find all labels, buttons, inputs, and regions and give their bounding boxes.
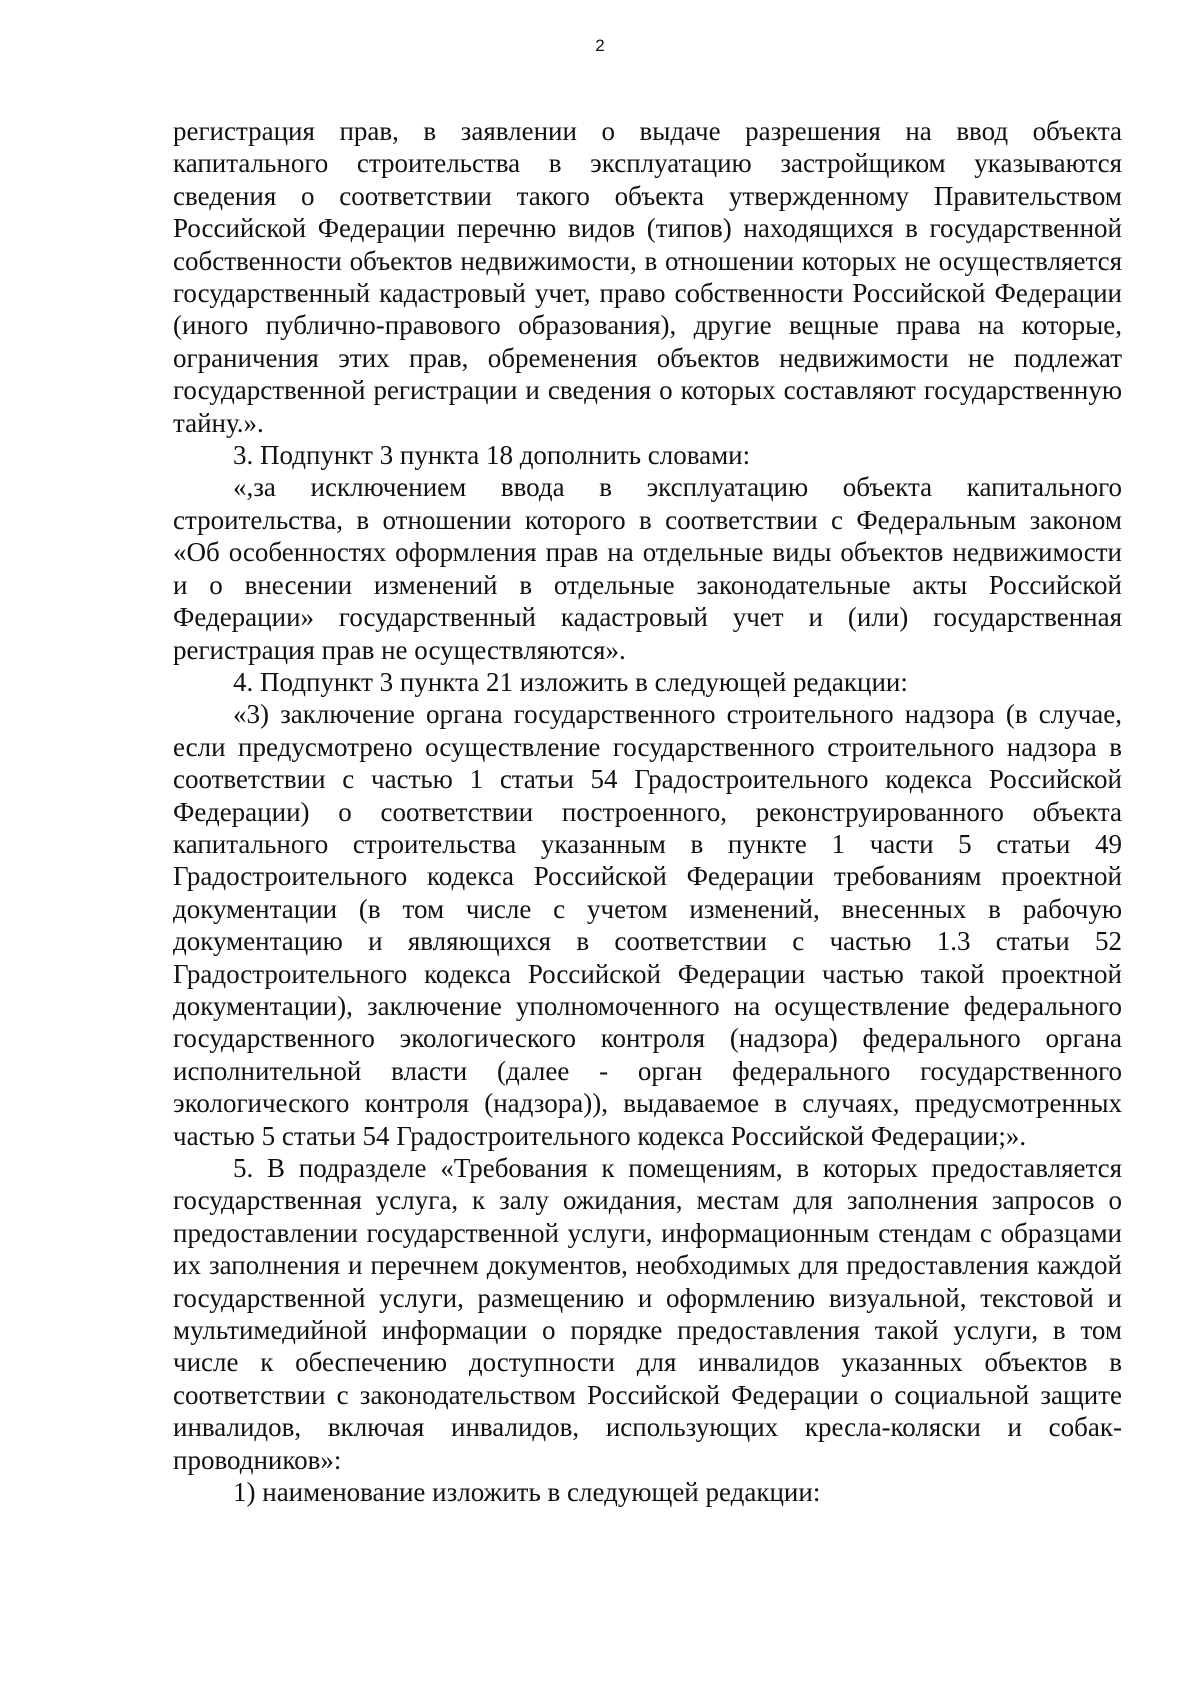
paragraph-item-3-text: «,за исключением ввода в эксплуатацию объекта капитального строительства, в отношении которого в соответствии с Федеральным законом «Об особенностях оформления прав на отдельные виды объектов недвижимости и о внесении изменений в отдельные законодательные акты Российской Федерации» государственный кадастровый учет и (или) государственная регистрация прав не осуществляются». [173,472,1122,665]
paragraph-item-3: 3. Подпункт 3 пункта 18 дополнить словами: [233,440,751,471]
paragraph-registration-continuation: регистрация прав, в заявлении о выдаче разрешения на ввод объекта капитального строительства в эксплуатацию застройщиком указываются сведения о соответствии такого объекта утвержденному Правительством Российской Федерации перечню видов (типов) находящихся в государственной собственности объектов недвижимости, в отношении которых не осуществляется государственный кадастровый учет, право собственности Российской Федерации (иного публично-правового образования), другие вещные права на которые, ограничения этих прав, обременения объектов недвижимости не подлежат государственной регистрации и сведения о которых составляют государственную тайну.». [173,116,1122,438]
paragraph-subitem-1: 1) наименование изложить в следующей редакции: [233,1477,821,1508]
page-number: 2 [595,36,605,55]
document-body [173,115,1122,1508]
paragraph-item-5: 5. В подразделе «Требования к помещениям, в которых предоставляется государственная услуга, к залу ожидания, местам для заполнения запросов о предоставлении государственной услуги, информационным стендам с образцами их заполнения и перечнем документов, необходимых для предоставления каждой государственной услуги, размещению и оформлению визуальной, текстовой и мультимедийной информации о порядке предоставления такой услуги, в том числе к обеспечению доступности для инвалидов указанных объектов в соответствии с законодательством Российской Федерации о социальной защите инвалидов, включая инвалидов, использующих кресла-коляски и собак-проводников»: [173,1153,1122,1475]
paragraph-item-4-text: «3) заключение органа государственного строительного надзора (в случае, если предусмотрено осуществление государственного строительного надзора в соответствии с частью 1 статьи 54 Градостроительного кодекса Российской Федерации) о соответствии построенного, реконструированного объекта капитального строительства указанным в пункте 1 части 5 статьи 49 Градостроительного кодекса Российской Федерации требованиям проектной документации (в том числе с учетом изменений, внесенных в рабочую документацию и являющихся в соответствии с частью 1.3 статьи 52 Градостроительного кодекса Российской Федерации частью такой проектной документации), заключение уполномоченного на осуществление федерального государственного экологического контроля (надзора) федерального органа исполнительной власти (далее - орган федерального государственного экологического контроля (надзора)), выдаваемое в случаях, предусмотренных частью 5 статьи 54 Градостроительного кодекса Российской Федерации;». [173,699,1122,1151]
paragraph-item-4: 4. Подпункт 3 пункта 21 изложить в следующей редакции: [233,666,908,697]
